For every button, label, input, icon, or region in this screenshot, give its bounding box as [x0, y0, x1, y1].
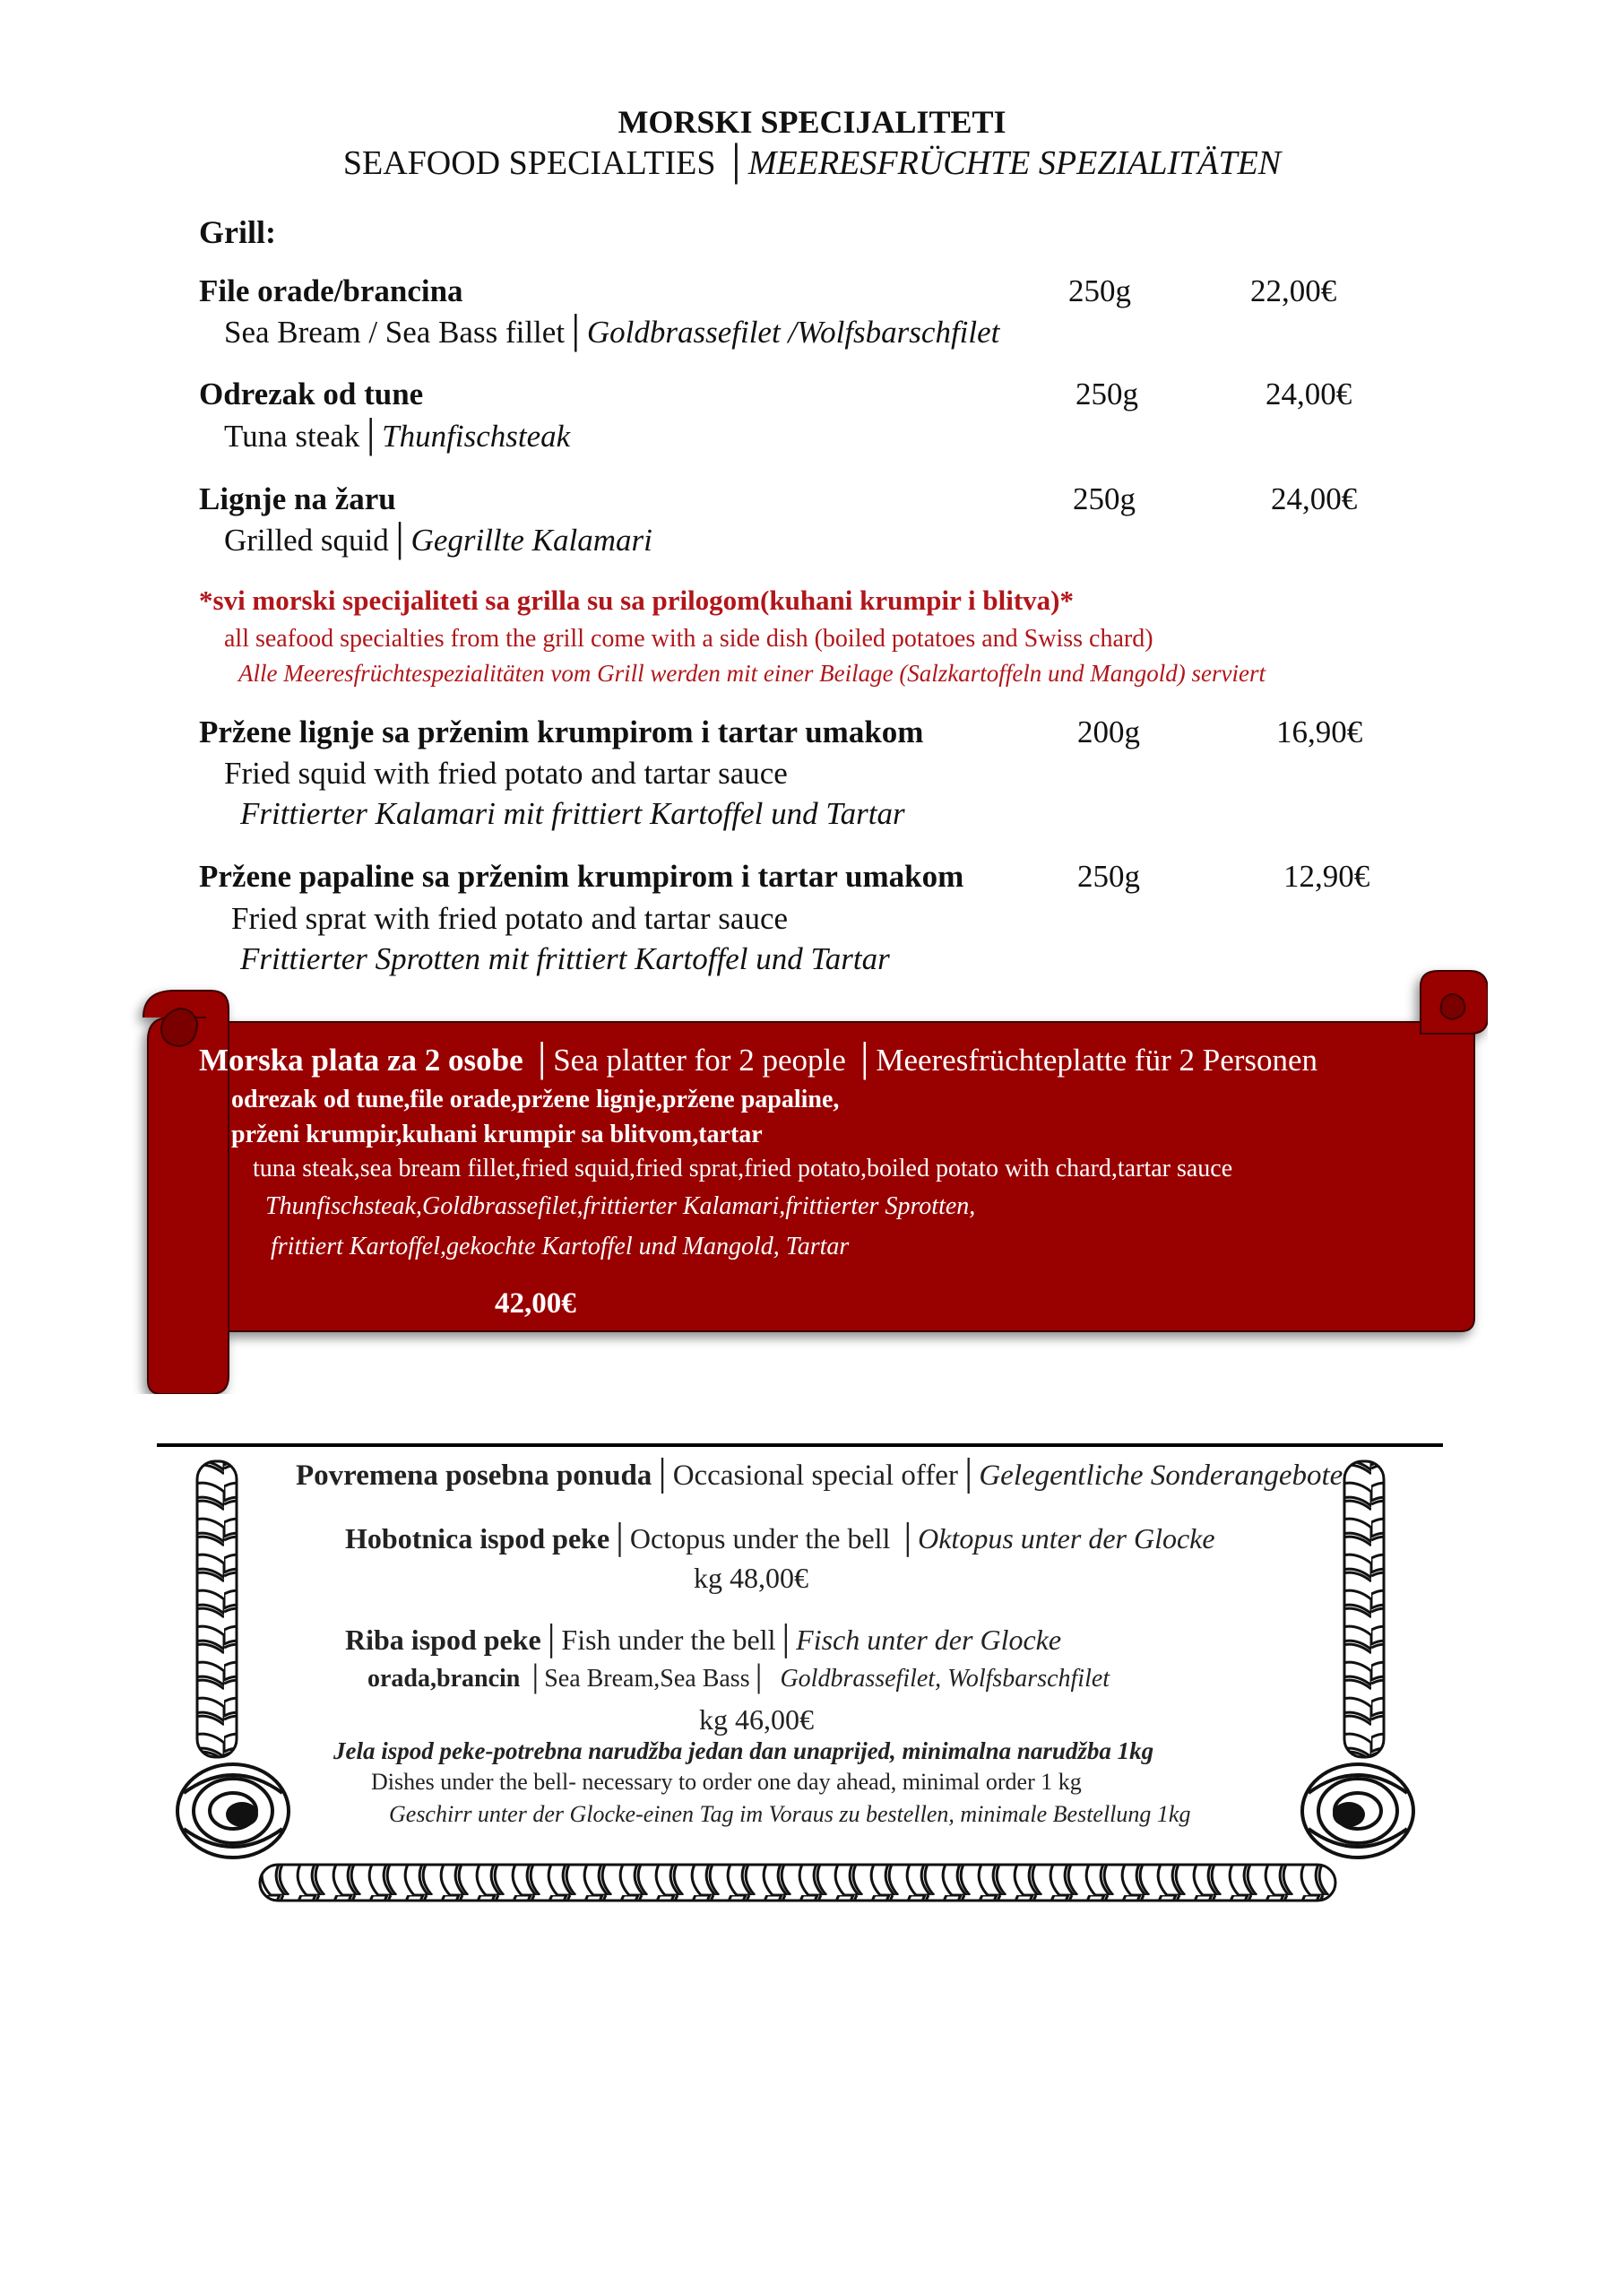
grill-item-price: 24,00€: [1266, 377, 1352, 411]
menu-title: MORSKI SPECIJALITETI: [618, 104, 1006, 140]
fried-item-de: Frittierter Kalamari mit frittiert Kartoffel und Tartar: [240, 796, 905, 831]
grill-item-de: Gegrillte Kalamari: [410, 523, 652, 558]
special-heading-hr: Povremena posebna ponuda: [296, 1459, 652, 1492]
fried-item-name: Pržene lignje sa prženim krumpirom i tartar umakom: [199, 714, 924, 749]
fish-item: [345, 1624, 1061, 1657]
grill-item-translation: [224, 419, 570, 455]
separator: │: [652, 1459, 673, 1492]
subtitle-en: SEAFOOD SPECIALTIES: [342, 144, 716, 182]
separator: │: [540, 1624, 562, 1656]
grill-item-en: Tuna steak: [224, 419, 360, 454]
octopus-name-de: Oktopus unter der Glocke: [918, 1522, 1215, 1555]
fish-types-en: Sea Bream,Sea Bass: [544, 1665, 750, 1693]
octopus-name-hr: Hobotnica ispod peke: [345, 1522, 610, 1555]
separator: │: [565, 315, 587, 350]
separator: │: [526, 1665, 545, 1693]
grill-item-weight: 250g: [1068, 273, 1131, 308]
fried-item-en: Fried squid with fried potato and tartar sauce: [224, 756, 788, 791]
fish-price: kg 46,00€: [699, 1703, 814, 1736]
separator: │: [775, 1624, 797, 1656]
grill-item-en: Sea Bream / Sea Bass fillet: [224, 315, 566, 350]
separator: │: [531, 1043, 554, 1078]
fried-item-de: Frittierter Sprotten mit frittiert Kartoffel und Tartar: [240, 941, 890, 976]
grill-item-name: File orade/brancina: [199, 273, 463, 308]
platter-title-hr: Morska plata za 2 osobe: [199, 1043, 523, 1078]
grill-item-de: Goldbrassefilet /Wolfsbarschfilet: [586, 315, 1000, 350]
special-heading-de: Gelegentliche Sonderangebote: [979, 1459, 1343, 1492]
fried-item-price: 16,90€: [1276, 714, 1363, 749]
bell-dishes-note-hr: Jela ispod peke-potrebna narudžba jedan dan unaprijed, minimalna narudžba 1kg: [333, 1737, 1154, 1764]
octopus-item: [345, 1522, 1215, 1555]
separator: │: [609, 1522, 630, 1555]
platter-title-de: Meeresfrüchteplatte für 2 Personen: [876, 1043, 1318, 1078]
bell-dishes-note-de: Geschirr unter der Glocke-einen Tag im Voraus zu bestellen, minimale Bestellung 1kg: [389, 1801, 1191, 1827]
grill-item-weight: 250g: [1073, 481, 1136, 516]
octopus-price: kg 48,00€: [694, 1562, 808, 1594]
platter-price: 42,00€: [495, 1287, 576, 1320]
grill-item-translation: [224, 315, 999, 351]
platter-contents-de: Thunfischsteak,Goldbrassefilet,frittierter Kalamari,frittierter Sprotten,: [265, 1192, 976, 1220]
grill-side-dish-note-de: Alle Meeresfrüchtespezialitäten vom Grill werden mit einer Beilage (Salzkartoffeln und Mangold) serviert: [238, 660, 1266, 687]
grill-side-dish-note-hr: *svi morski specijaliteti sa grilla su sa prilogom(kuhani krumpir i blitva)*: [199, 585, 1075, 616]
platter-contents-hr: prženi krumpir,kuhani krumpir sa blitvom,tartar: [231, 1121, 763, 1148]
grill-item-price: 22,00€: [1250, 273, 1337, 308]
menu-subtitle: [0, 143, 1624, 183]
platter-contents-en: tuna steak,sea bream fillet,fried squid,fried sprat,fried potato,boiled potato with chard,tartar sauce: [253, 1155, 1233, 1182]
subtitle-de: MEERESFRÜCHTE SPEZIALITÄTEN: [747, 144, 1282, 182]
fish-name-de: Fisch unter der Glocke: [796, 1624, 1062, 1656]
separator: │: [749, 1665, 768, 1693]
separator: │: [897, 1522, 919, 1555]
fish-types-de: Goldbrassefilet, Wolfsbarschfilet: [780, 1665, 1110, 1693]
fried-item-price: 12,90€: [1283, 859, 1370, 894]
fried-item-weight: 250g: [1077, 859, 1140, 894]
grill-item-de: Thunfischsteak: [382, 419, 571, 454]
grill-item-price: 24,00€: [1271, 481, 1358, 516]
fried-item-en: Fried sprat with fried potato and tartar sauce: [231, 901, 789, 936]
fried-item-name: Pržene papaline sa prženim krumpirom i tartar umakom: [199, 859, 964, 894]
fish-types-hr: orada,brancin: [367, 1665, 521, 1693]
fish-types: [367, 1665, 1110, 1693]
separator: │: [388, 523, 411, 558]
separator: │: [359, 419, 383, 454]
separator: │: [957, 1459, 980, 1492]
grill-side-dish-note-en: all seafood specialties from the grill come with a side dish (boiled potatoes and Swiss chard): [224, 625, 1153, 653]
fried-item-weight: 200g: [1077, 714, 1140, 749]
grill-item-en: Grilled squid: [224, 523, 389, 558]
special-heading-en: Occasional special offer: [672, 1459, 958, 1492]
bell-dishes-note-en: Dishes under the bell- necessary to order one day ahead, minimal order 1 kg: [371, 1769, 1082, 1795]
platter-title-en: Sea platter for 2 people: [553, 1043, 846, 1078]
octopus-name-en: Octopus under the bell: [629, 1522, 891, 1555]
platter-title: [199, 1043, 1317, 1078]
subtitle-separator: │: [723, 144, 748, 182]
grill-item-name: Odrezak od tune: [199, 377, 424, 411]
platter-contents-hr: odrezak od tune,file orade,pržene lignje,pržene papaline,: [231, 1086, 840, 1113]
fish-name-en: Fish under the bell: [561, 1624, 776, 1656]
grill-item-name: Lignje na žaru: [199, 481, 396, 516]
special-offer-heading: [296, 1459, 1343, 1493]
fish-name-hr: Riba ispod peke: [345, 1624, 541, 1656]
grill-item-translation: [224, 523, 652, 559]
grill-item-weight: 250g: [1075, 377, 1138, 411]
grill-section-label: Grill:: [199, 214, 276, 250]
platter-contents-de: frittiert Kartoffel,gekochte Kartoffel und Mangold, Tartar: [271, 1233, 850, 1260]
separator: │: [853, 1043, 877, 1078]
